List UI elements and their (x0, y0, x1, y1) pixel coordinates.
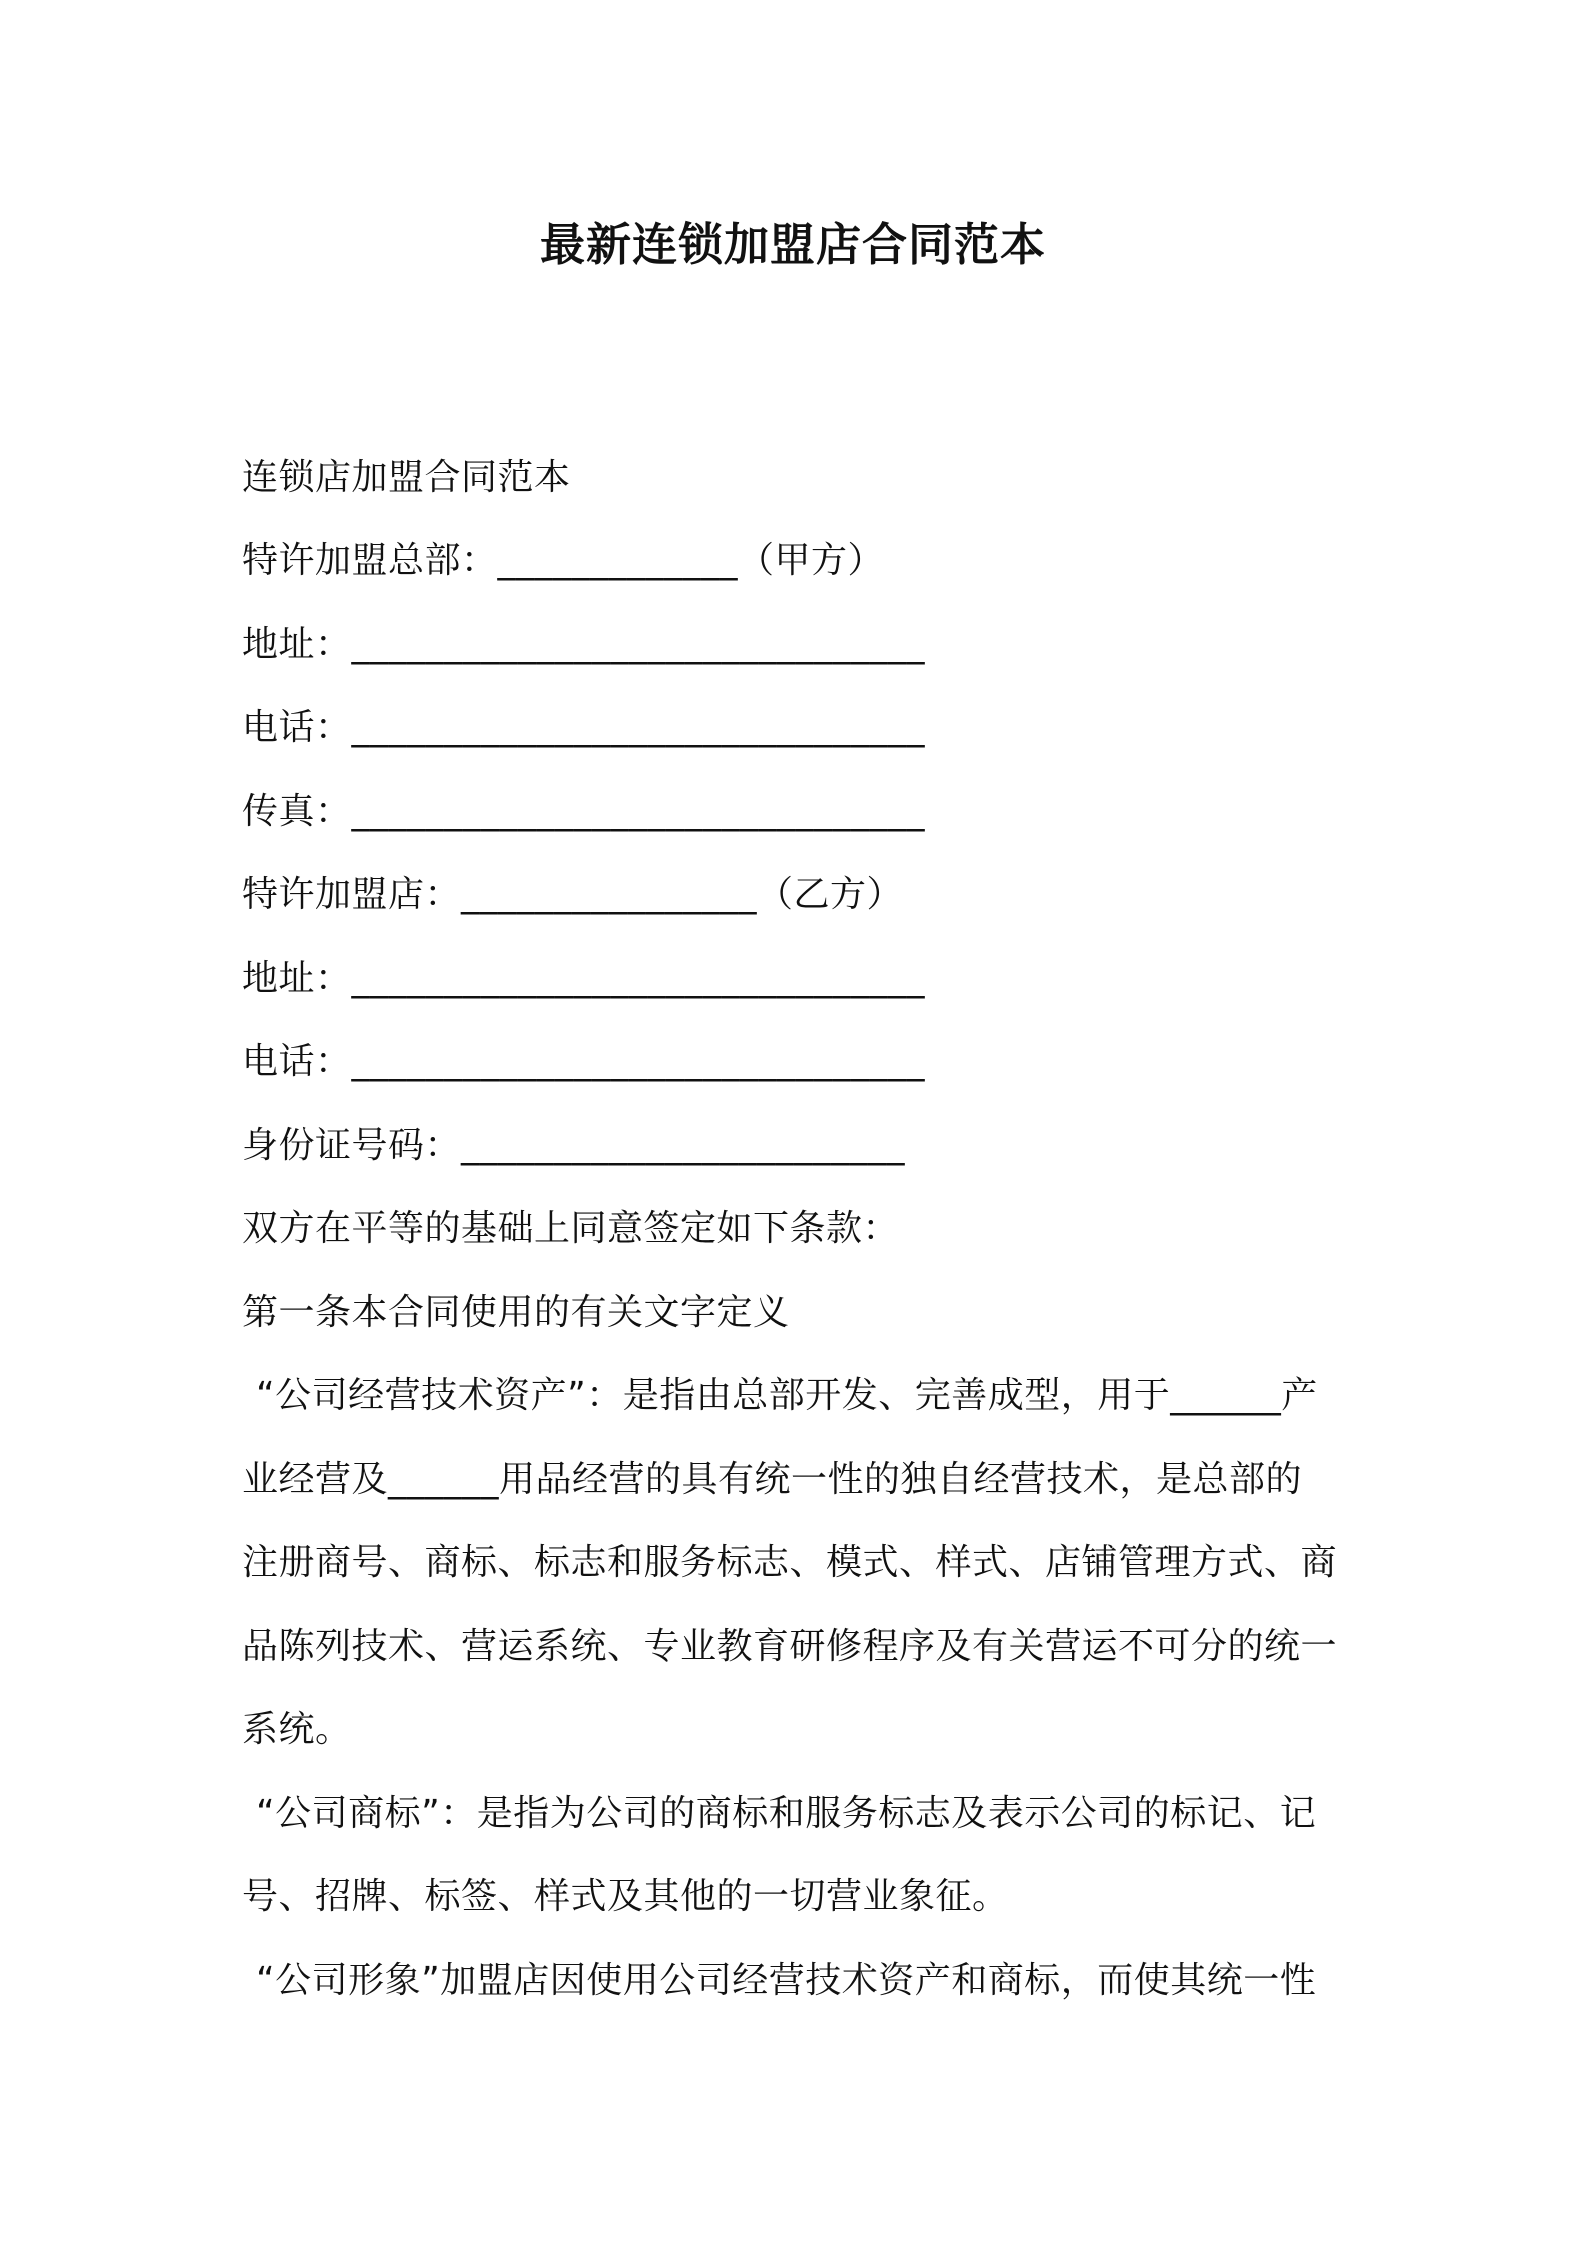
party-b-phone-line: 电话：_______________________________ (242, 1041, 926, 1082)
definition-paragraph-line: 品陈列技术、营运系统、专业教育研修程序及有关营运不可分的统一 (242, 1626, 1338, 1667)
subtitle-line: 连锁店加盟合同范本 (242, 457, 571, 498)
party-a-phone-line: 电话：_______________________________ (242, 707, 926, 748)
party-a-address-line: 地址：_______________________________ (242, 624, 926, 665)
party-b-id-line: 身份证号码：________________________ (242, 1125, 906, 1166)
definition-paragraph-line: 系统。 (242, 1709, 352, 1750)
document-title: 最新连锁加盟店合同范本 (539, 218, 1046, 271)
agreement-intro-line: 双方在平等的基础上同意签定如下条款： (242, 1208, 900, 1249)
trademark-definition-line: “公司商标”：是指为公司的商标和服务标志及表示公司的标记、记 (256, 1793, 1317, 1834)
party-b-address-line: 地址：_______________________________ (242, 958, 926, 999)
party-b-name-line: 特许加盟店：________________（乙方） (242, 874, 904, 915)
party-a-fax-line: 传真：_______________________________ (242, 791, 926, 832)
trademark-definition-line: 号、招牌、标签、样式及其他的一切营业象征。 (242, 1876, 1009, 1917)
article-one-heading: 第一条本合同使用的有关文字定义 (242, 1292, 790, 1333)
image-definition-line: “公司形象”加盟店因使用公司经营技术资产和商标，而使其统一性 (256, 1960, 1317, 2001)
definition-paragraph-line: “公司经营技术资产”：是指由总部开发、完善成型，用于______产 (256, 1375, 1318, 1416)
definition-paragraph-line: 业经营及______用品经营的具有统一性的独自经营技术，是总部的 (242, 1459, 1303, 1500)
party-a-name-line: 特许加盟总部：_____________（甲方） (242, 540, 885, 581)
definition-paragraph-line: 注册商号、商标、标志和服务标志、模式、样式、店铺管理方式、商 (242, 1542, 1338, 1583)
